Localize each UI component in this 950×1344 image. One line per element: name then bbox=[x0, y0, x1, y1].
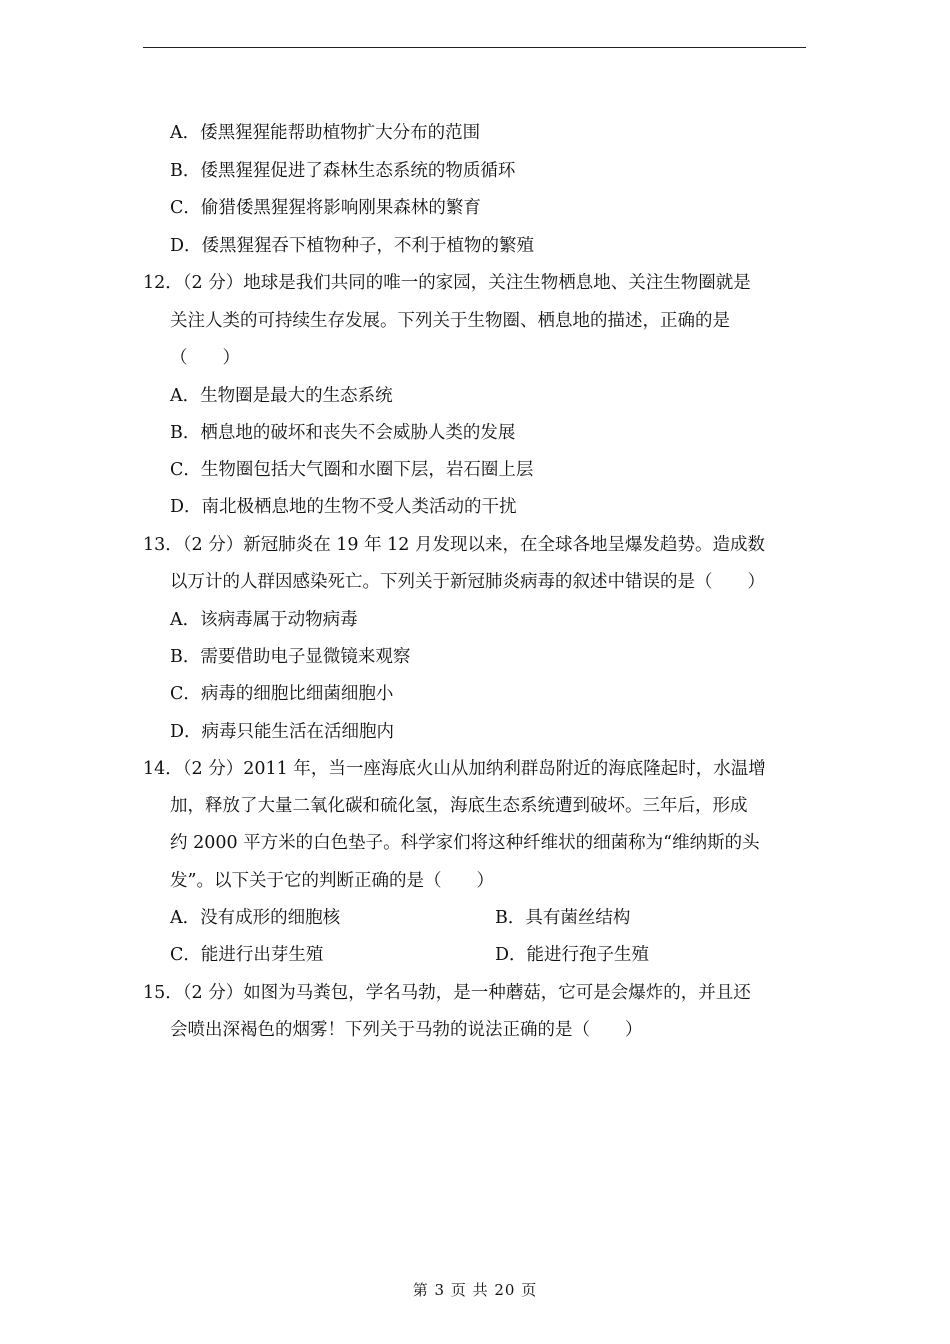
q11-option-d: D．倭黑猩猩吞下植物种子，不利于植物的繁殖 bbox=[170, 236, 535, 256]
q14-option-b: B．具有菌丝结构 bbox=[495, 908, 631, 928]
q14-stem-line-1: 14．（2 分）2011 年，当一座海底火山从加纳利群岛附近的海底隆起时，水温增 bbox=[143, 759, 766, 779]
q15-stem-line-2: 会喷出深褐色的烟雾！下列关于马勃的说法正确的是（ ） bbox=[170, 1020, 643, 1040]
q11-option-a: A．倭黑猩猩能帮助植物扩大分布的范围 bbox=[170, 123, 481, 143]
q11-option-c: C．偷猎倭黑猩猩将影响刚果森林的繁育 bbox=[170, 198, 481, 218]
q14-stem-line-3: 约 2000 平方米的白色垫子。科学家们将这种纤维状的细菌称为“维纳斯的头 bbox=[170, 833, 760, 853]
q12-option-c: C．生物圈包括大气圈和水圈下层，岩石圈上层 bbox=[170, 460, 534, 480]
q14-option-a: A．没有成形的细胞核 bbox=[170, 908, 341, 928]
q12-stem-line-2: 关注人类的可持续生存发展。下列关于生物圈、栖息地的描述，正确的是 bbox=[170, 311, 730, 331]
q14-stem-line-4: 发”。以下关于它的判断正确的是（ ） bbox=[170, 871, 494, 891]
page-footer: 第 3 页 共 20 页 bbox=[412, 1281, 538, 1299]
q11-option-b: B．倭黑猩猩促进了森林生态系统的物质循环 bbox=[170, 161, 516, 181]
q13-option-c: C．病毒的细胞比细菌细胞小 bbox=[170, 684, 394, 704]
q12-stem-line-1: 12．（2 分）地球是我们共同的唯一的家园，关注生物栖息地、关注生物圈就是 bbox=[143, 273, 751, 293]
q14-option-c: C．能进行出芽生殖 bbox=[170, 945, 324, 965]
q13-stem-line-1: 13．（2 分）新冠肺炎在 19 年 12 月发现以来，在全球各地呈爆发趋势。造成数 bbox=[143, 535, 765, 555]
q13-option-a: A．该病毒属于动物病毒 bbox=[170, 610, 358, 630]
q13-stem-line-2: 以万计的人群因感染死亡。下列关于新冠肺炎病毒的叙述中错误的是（ ） bbox=[170, 572, 765, 592]
header-rule bbox=[143, 47, 806, 48]
q12-option-a: A．生物圈是最大的生态系统 bbox=[170, 386, 393, 406]
q13-option-d: D．病毒只能生活在活细胞内 bbox=[170, 722, 395, 742]
q14-option-d: D．能进行孢子生殖 bbox=[495, 945, 650, 965]
q12-option-b: B．栖息地的破坏和丧失不会威胁人类的发展 bbox=[170, 423, 516, 443]
q14-stem-line-2: 加，释放了大量二氧化碳和硫化氢，海底生态系统遭到破坏。三年后，形成 bbox=[170, 796, 748, 816]
q13-option-b: B．需要借助电子显微镜来观察 bbox=[170, 647, 411, 667]
q12-stem-line-3: （ ） bbox=[170, 348, 240, 368]
q12-option-d: D．南北极栖息地的生物不受人类活动的干扰 bbox=[170, 497, 517, 517]
q15-stem-line-1: 15．（2 分）如图为马粪包，学名马勃，是一种蘑菇，它可是会爆炸的，并且还 bbox=[143, 983, 751, 1003]
